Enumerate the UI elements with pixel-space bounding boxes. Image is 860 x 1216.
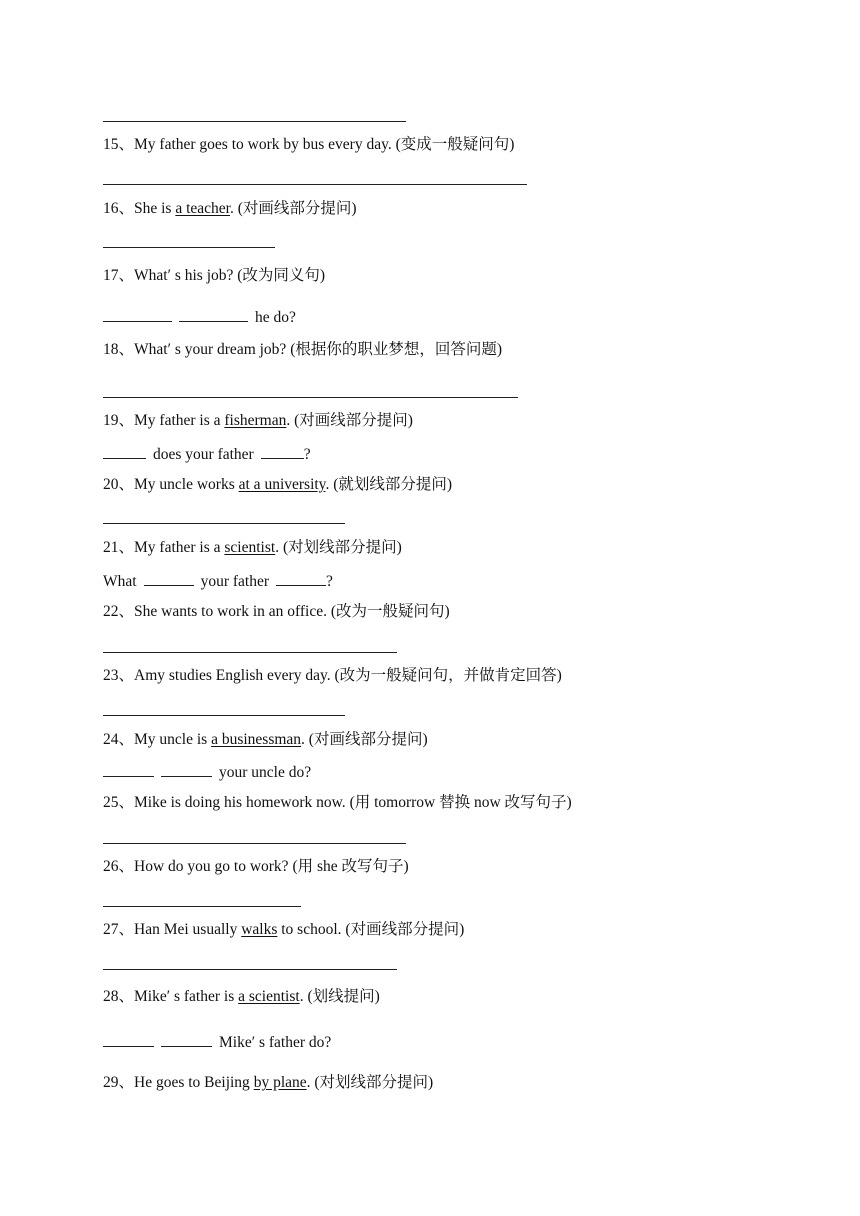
answer-19: does your father ? <box>103 444 311 465</box>
answer-line <box>103 184 527 185</box>
question-20: 20、My uncle works at a university. (就划线部分提问) <box>103 476 453 493</box>
question-27: 27、Han Mei usually walks to school. (对画线部分提问) <box>103 921 465 938</box>
answer-28: Mike′ s father do? <box>103 1032 331 1053</box>
question-29: 29、He goes to Beijing by plane. (对划线部分提问) <box>103 1074 434 1091</box>
blank <box>103 762 154 777</box>
answer-line <box>103 652 397 653</box>
answer-line <box>103 843 406 844</box>
underlined-part: a scientist <box>238 988 300 1005</box>
answer-line <box>103 969 397 970</box>
question-15: 15、My father goes to work by bus every day. (变成一般疑问句) <box>103 136 515 153</box>
question-25: 25、Mike is doing his homework now. (用 tomorrow 替换 now 改写句子) <box>103 794 572 811</box>
question-28: 28、Mike′ s father is a scientist. (划线提问) <box>103 988 380 1005</box>
answer-line <box>103 397 518 398</box>
underlined-part: fisherman <box>224 412 287 429</box>
question-22: 22、She wants to work in an office. (改为一般疑问句) <box>103 603 450 620</box>
underlined-part: walks <box>241 921 278 938</box>
blank <box>103 307 172 322</box>
underlined-part: a businessman <box>211 731 302 748</box>
question-19: 19、My father is a fisherman. (对画线部分提问) <box>103 412 413 429</box>
blank <box>144 571 194 586</box>
answer-line <box>103 523 345 524</box>
question-26: 26、How do you go to work? (用 she 改写句子) <box>103 858 409 875</box>
question-24: 24、My uncle is a businessman. (对画线部分提问) <box>103 731 428 748</box>
answer-24: your uncle do? <box>103 762 311 783</box>
underlined-part: by plane <box>253 1074 307 1091</box>
underlined-part: at a university <box>238 476 326 493</box>
question-18: 18、What′ s your dream job? (根据你的职业梦想，回答问题) <box>103 341 503 358</box>
blank <box>103 1032 154 1047</box>
question-16: 16、She is a teacher. (对画线部分提问) <box>103 200 357 217</box>
blank <box>103 444 146 459</box>
question-17: 17、What′ s his job? (改为同义句) <box>103 267 326 284</box>
blank <box>261 444 304 459</box>
answer-line <box>103 121 406 122</box>
blank <box>179 307 248 322</box>
underlined-part: a teacher <box>175 200 230 217</box>
blank <box>161 762 212 777</box>
question-21: 21、My father is a scientist. (对划线部分提问) <box>103 539 402 556</box>
answer-line <box>103 247 275 248</box>
answer-21: What your father ? <box>103 573 333 590</box>
question-23: 23、Amy studies English every day. (改为一般疑问句，并做肯定回答) <box>103 667 562 684</box>
answer-line <box>103 715 345 716</box>
underlined-part: scientist <box>224 539 276 556</box>
answer-17: he do? <box>103 307 296 328</box>
blank <box>276 571 326 586</box>
blank <box>161 1032 212 1047</box>
answer-line <box>103 906 301 907</box>
